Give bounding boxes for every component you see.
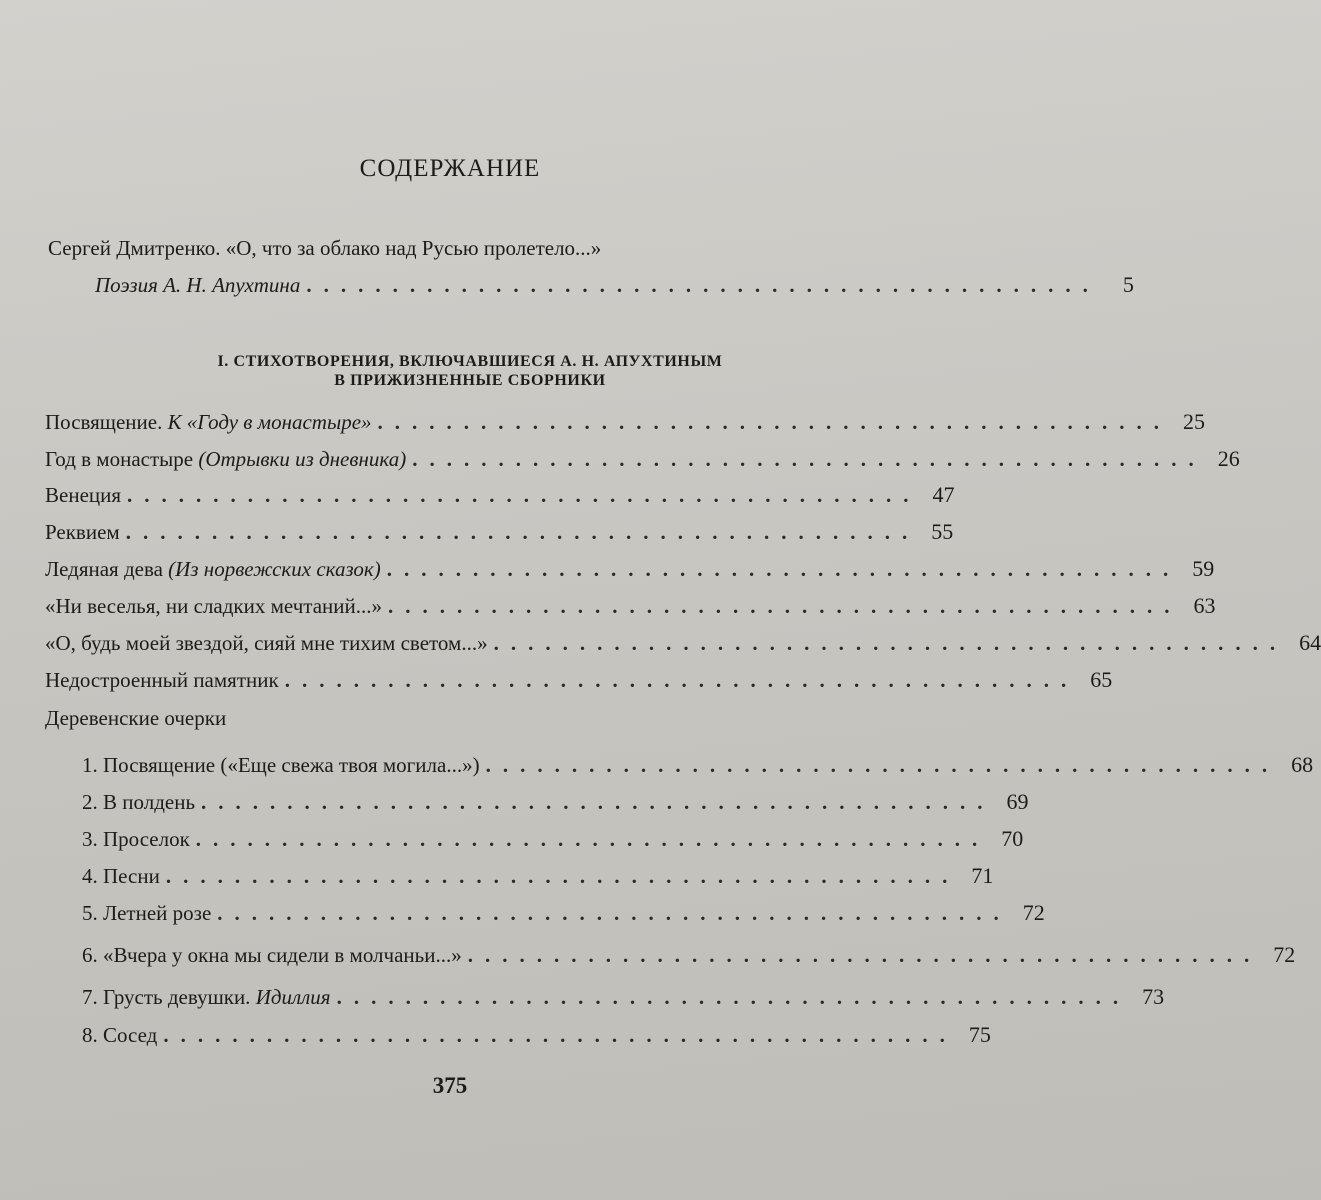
toc-subentry [82,826,1024,852]
entry-page: 25 [1183,409,1206,434]
leader-dots: .............................................. [386,557,1181,581]
leader-dots: .............................................. [284,668,1079,692]
toc-subentry [82,942,1296,968]
entry-page: 65 [1090,667,1113,692]
section-heading-line2: В ПРИЖИЗНЕННЫЕ СБОРНИКИ [334,372,606,389]
subentry-title [82,863,160,889]
entry-title [45,482,121,508]
section-heading [90,352,850,390]
leader-dots: .............................................. [336,985,1131,1009]
leader-dots: .............................................. [195,827,990,851]
subentry-title [82,900,211,926]
toc-entry [45,630,1321,656]
entry-title-main: Посвящение. [45,410,168,434]
entry-title [45,409,372,435]
intro-entry-title: Поэзия А. Н. Апухтина [95,273,301,297]
toc-subentry [82,752,1314,778]
toc-entry [45,446,1240,472]
section-heading-line1: I. СТИХОТВОРЕНИЯ, ВКЛЮЧАВШИЕСЯ А. Н. АПУХТИНЫМ [217,353,723,370]
group-label: Деревенские очерки [45,706,227,730]
entry-title [45,446,406,472]
entry-title-main: Реквием [45,520,120,544]
entry-title [45,519,120,545]
leader-dots: .............................................. [412,447,1206,471]
subentry-page: 70 [1001,826,1024,851]
entry-title-main: Недостроенный памятник [45,668,279,692]
subentry-page: 71 [971,863,994,888]
page-title: СОДЕРЖАНИЕ [359,155,541,182]
entry-title-main: Венеция [45,483,122,507]
entry-title-main: «Ни веселья, ни сладких мечтаний...» [45,594,382,618]
subentry-title [82,789,195,815]
subentry-title-main: 3. Проселок [82,827,190,851]
toc-subentry [82,1022,991,1048]
intro-line: Сергей Дмитренко. «О, что за облако над Русью пролетело...» [48,236,602,260]
subentry-title-main: 5. Летней розе [82,901,212,925]
toc-entry [45,519,954,545]
leader-dots: .............................................. [201,790,995,814]
entry-page: 55 [931,519,954,544]
entry-title [45,630,488,656]
leader-dots: .............................................. [165,864,960,888]
subentry-title-main: 1. Посвящение («Еще свежа твоя могила...») [82,753,480,777]
entry-page: 63 [1193,593,1216,618]
entry-title-italic: К «Году в монастыре» [167,410,372,434]
subentry-title [82,1022,157,1048]
leader-dots: .............................................. [493,631,1288,655]
intro-entry-page: 5 [1122,272,1134,297]
subentry-page: 72 [1273,942,1296,967]
entry-page: 64 [1299,630,1321,655]
entry-title [45,593,382,619]
subentry-page: 75 [968,1022,991,1047]
subentry-title-italic: Идиллия [255,985,331,1009]
toc-entry [45,482,955,508]
subentry-title [82,984,331,1010]
intro-entry [95,272,1134,298]
subentry-page: 68 [1291,752,1314,777]
subentry-title-main: 6. «Вчера у окна мы сидели в молчаньи...» [82,943,462,967]
entry-page: 47 [932,482,955,507]
toc-subentry [82,900,1045,926]
subentry-title-main: 8. Сосед [82,1023,158,1047]
entry-page: 26 [1217,446,1240,471]
toc-entry [45,556,1215,582]
subentry-page: 72 [1022,900,1045,925]
leader-dots: .............................................. [125,520,920,544]
entry-title-main: Год в монастыре [45,447,199,471]
subentry-title-main: 2. В полдень [82,790,196,814]
leader-dots: .............................................. [306,273,1100,297]
page-number: 375 [432,1073,468,1098]
subentry-title [82,752,480,778]
entry-title [45,556,381,582]
toc-entry [45,409,1206,435]
entry-title-italic: (Отрывки из дневника) [198,447,407,471]
leader-dots: .............................................. [388,594,1182,618]
leader-dots: .............................................. [163,1023,957,1047]
leader-dots: .............................................. [217,901,1011,925]
subentry-title-main: 7. Грусть девушки. [82,985,256,1009]
subentry-title-main: 4. Песни [82,864,160,888]
toc-subentry [82,984,1165,1010]
entry-title-italic: (Из норвежских сказок) [168,557,381,581]
toc-entry [45,593,1216,619]
entry-page: 59 [1192,556,1215,581]
toc-subentry [82,863,994,889]
leader-dots: .............................................. [485,753,1280,777]
toc-subentry [82,789,1029,815]
entry-title [45,667,279,693]
subentry-page: 73 [1142,984,1165,1009]
subentry-page: 69 [1006,789,1029,814]
subentry-title [82,826,190,852]
entry-title-main: Ледяная дева [45,557,169,581]
leader-dots: .............................................. [377,410,1172,434]
subentry-title [82,942,462,968]
leader-dots: .............................................. [467,943,1262,967]
entry-title-main: «О, будь моей звездой, сияй мне тихим светом...» [45,631,488,655]
leader-dots: .............................................. [127,483,921,507]
toc-entry [45,667,1113,693]
